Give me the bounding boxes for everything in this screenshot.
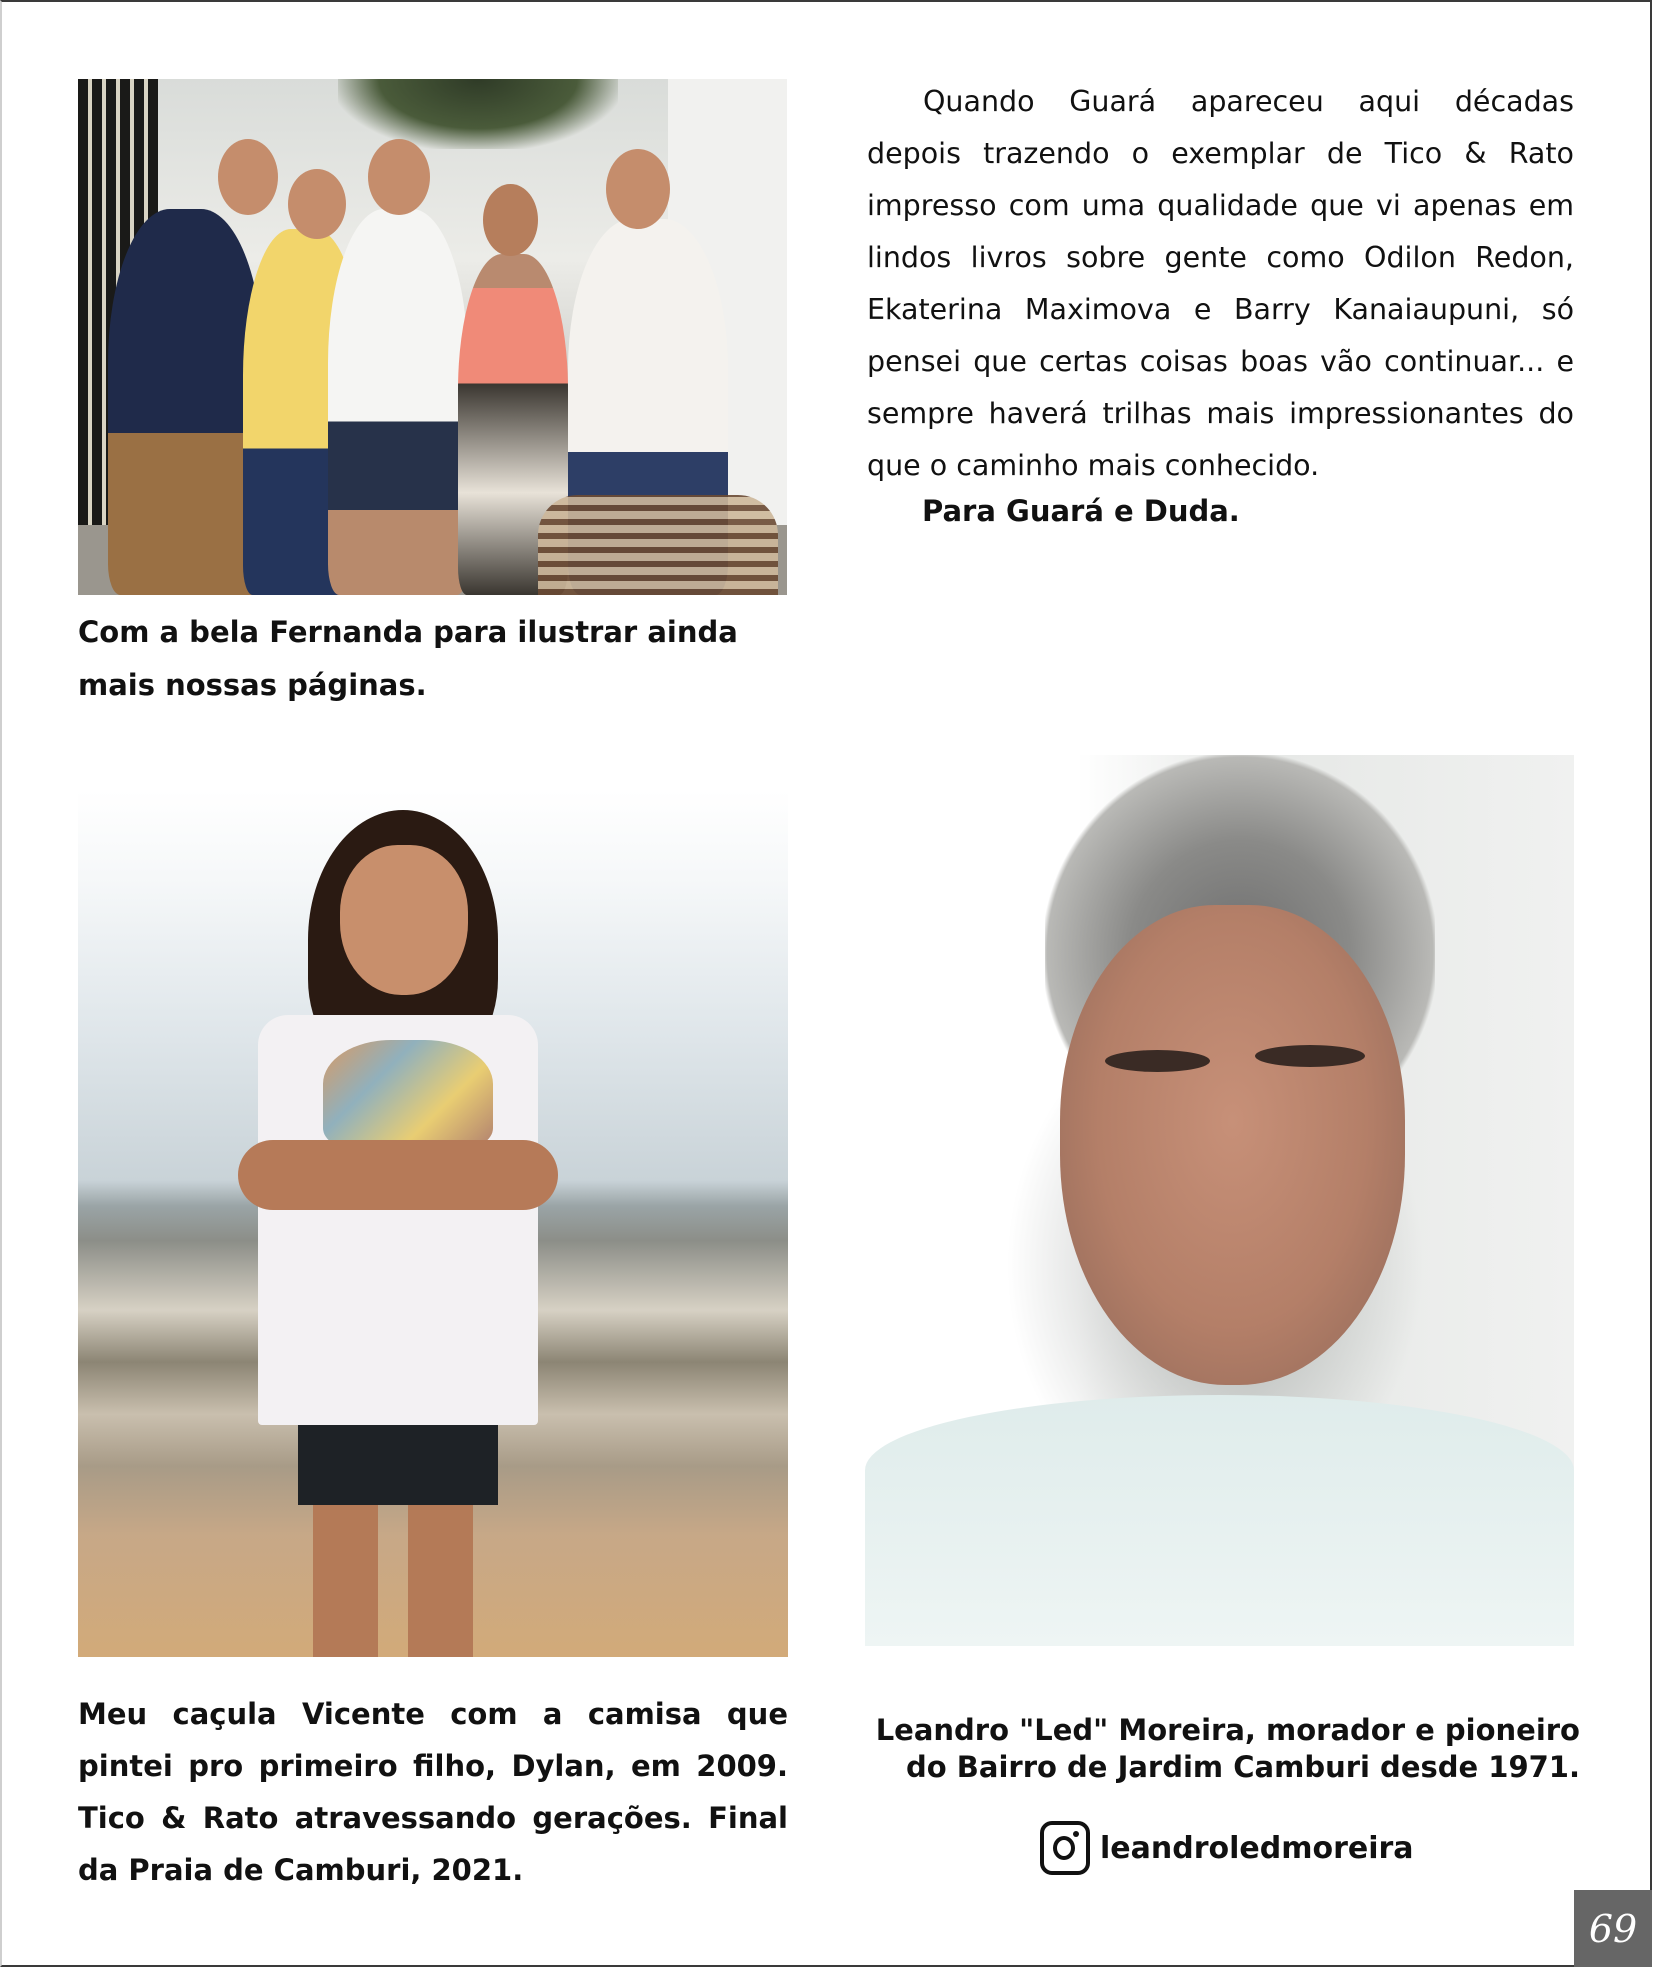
child-photo-caption: Meu caçula Vicente com a camisa que pintei pro primeiro filho, Dylan, em 2009. Tico & Rato atravessando gerações. Final da Praia de Camburi, 2021. (78, 1697, 788, 1887)
group-photo-caption: Com a bela Fernanda para ilustrar ainda mais nossas páginas. (78, 615, 738, 702)
child-leg-right (408, 1505, 473, 1657)
tico-rato-shirt-print (323, 1040, 493, 1150)
portrait-photo-caption (860, 1712, 1580, 1786)
child-shorts (298, 1425, 498, 1505)
instagram-icon (1040, 1821, 1090, 1875)
group-photo (78, 79, 787, 595)
article-paragraph: Quando Guará apareceu aqui décadas depois trazendo o exemplar de Tico & Rato impresso com uma qualidade que vi apenas em lindos livros sobre gente como Odilon Redon, Ekaterina Maximova e Barry Kanaiaupuni, só pensei que certas coisas boas vão continuar... e sempre haverá trilhas mais impressionantes do que o caminho mais conhecido. (867, 85, 1574, 482)
person-3-head (368, 139, 430, 215)
person-4-head (483, 184, 538, 256)
portrait-caption-line-2: do Bairro de Jardim Camburi desde 1971. (906, 1750, 1580, 1784)
child-face (340, 845, 468, 995)
portrait-brow-right (1255, 1045, 1365, 1067)
person-2-head (288, 169, 346, 239)
portrait-face (1060, 905, 1405, 1385)
wicker-chair (538, 495, 778, 595)
person-3 (328, 209, 468, 595)
dedication: Para Guará e Duda. (922, 494, 1240, 528)
person-1 (108, 209, 263, 595)
person-1-head (218, 139, 278, 215)
article-text (867, 76, 1574, 492)
child-beach-photo (78, 790, 788, 1657)
portrait-shirt (865, 1395, 1574, 1646)
portrait-caption-line-1: Leandro "Led" Moreira, morador e pioneiro (875, 1713, 1580, 1747)
instagram-link[interactable] (1040, 1818, 1414, 1878)
person-5-head (606, 149, 670, 229)
page-number: 69 (1574, 1890, 1652, 1967)
instagram-handle: leandroledmoreira (1100, 1830, 1414, 1866)
portrait-photo (865, 755, 1574, 1646)
child-crossed-arms (238, 1140, 558, 1210)
child-leg-left (313, 1505, 378, 1657)
tree-canopy (338, 79, 618, 149)
portrait-brow-left (1105, 1050, 1210, 1072)
